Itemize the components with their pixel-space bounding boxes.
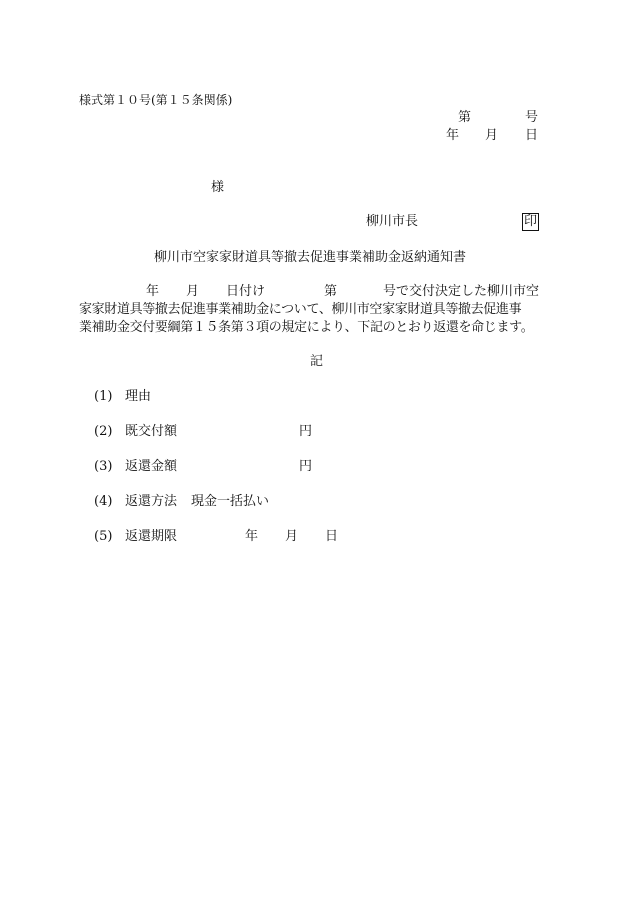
item-deadline-day: 日 bbox=[325, 529, 339, 544]
item-number: (4) bbox=[94, 494, 113, 509]
item-number: (3) bbox=[94, 459, 113, 474]
item-number: (1) bbox=[94, 389, 113, 404]
document-number-prefix: 第 bbox=[458, 110, 472, 125]
body-day: 日付け bbox=[226, 284, 266, 299]
ki-heading: 記 bbox=[310, 354, 324, 369]
body-line-3: 業補助金交付要綱第１５条第３項の規定により、下記のとおり返還を命じます。 bbox=[79, 320, 534, 335]
date-day: 日 bbox=[525, 128, 539, 143]
body-number-prefix: 第 bbox=[324, 284, 338, 299]
item-label: 返還期限 bbox=[125, 529, 178, 544]
item-label: 既交付額 bbox=[125, 424, 178, 439]
seal-mark: 印 bbox=[524, 214, 538, 229]
item-label: 理由 bbox=[125, 389, 152, 404]
body-line1-rest: 号で交付決定した柳川市空 bbox=[383, 284, 540, 299]
item-value: 円 bbox=[299, 459, 313, 474]
item-value: 円 bbox=[299, 424, 313, 439]
item-label: 返還金額 bbox=[125, 459, 178, 474]
item-deadline-year: 年 bbox=[245, 529, 259, 544]
issuer-title: 柳川市長 bbox=[366, 214, 419, 229]
document-number-suffix: 号 bbox=[525, 110, 539, 125]
item-deadline-month: 月 bbox=[285, 529, 299, 544]
item-number: (2) bbox=[94, 424, 113, 439]
date-year: 年 bbox=[446, 128, 460, 143]
body-month: 月 bbox=[186, 284, 200, 299]
document-title: 柳川市空家家財道具等撤去促進事業補助金返納通知書 bbox=[154, 250, 467, 265]
addressee-honorific: 様 bbox=[211, 180, 225, 195]
item-value: 現金一括払い bbox=[191, 494, 270, 509]
item-number: (5) bbox=[94, 529, 113, 544]
date-month: 月 bbox=[485, 128, 499, 143]
body-year: 年 bbox=[146, 284, 160, 299]
form-number: 様式第１０号(第１５条関係) bbox=[79, 93, 233, 107]
item-label: 返還方法 bbox=[125, 494, 178, 509]
body-line-2: 家家財道具等撤去促進事業補助金について、柳川市空家家財道具等撤去促進事 bbox=[79, 302, 522, 317]
